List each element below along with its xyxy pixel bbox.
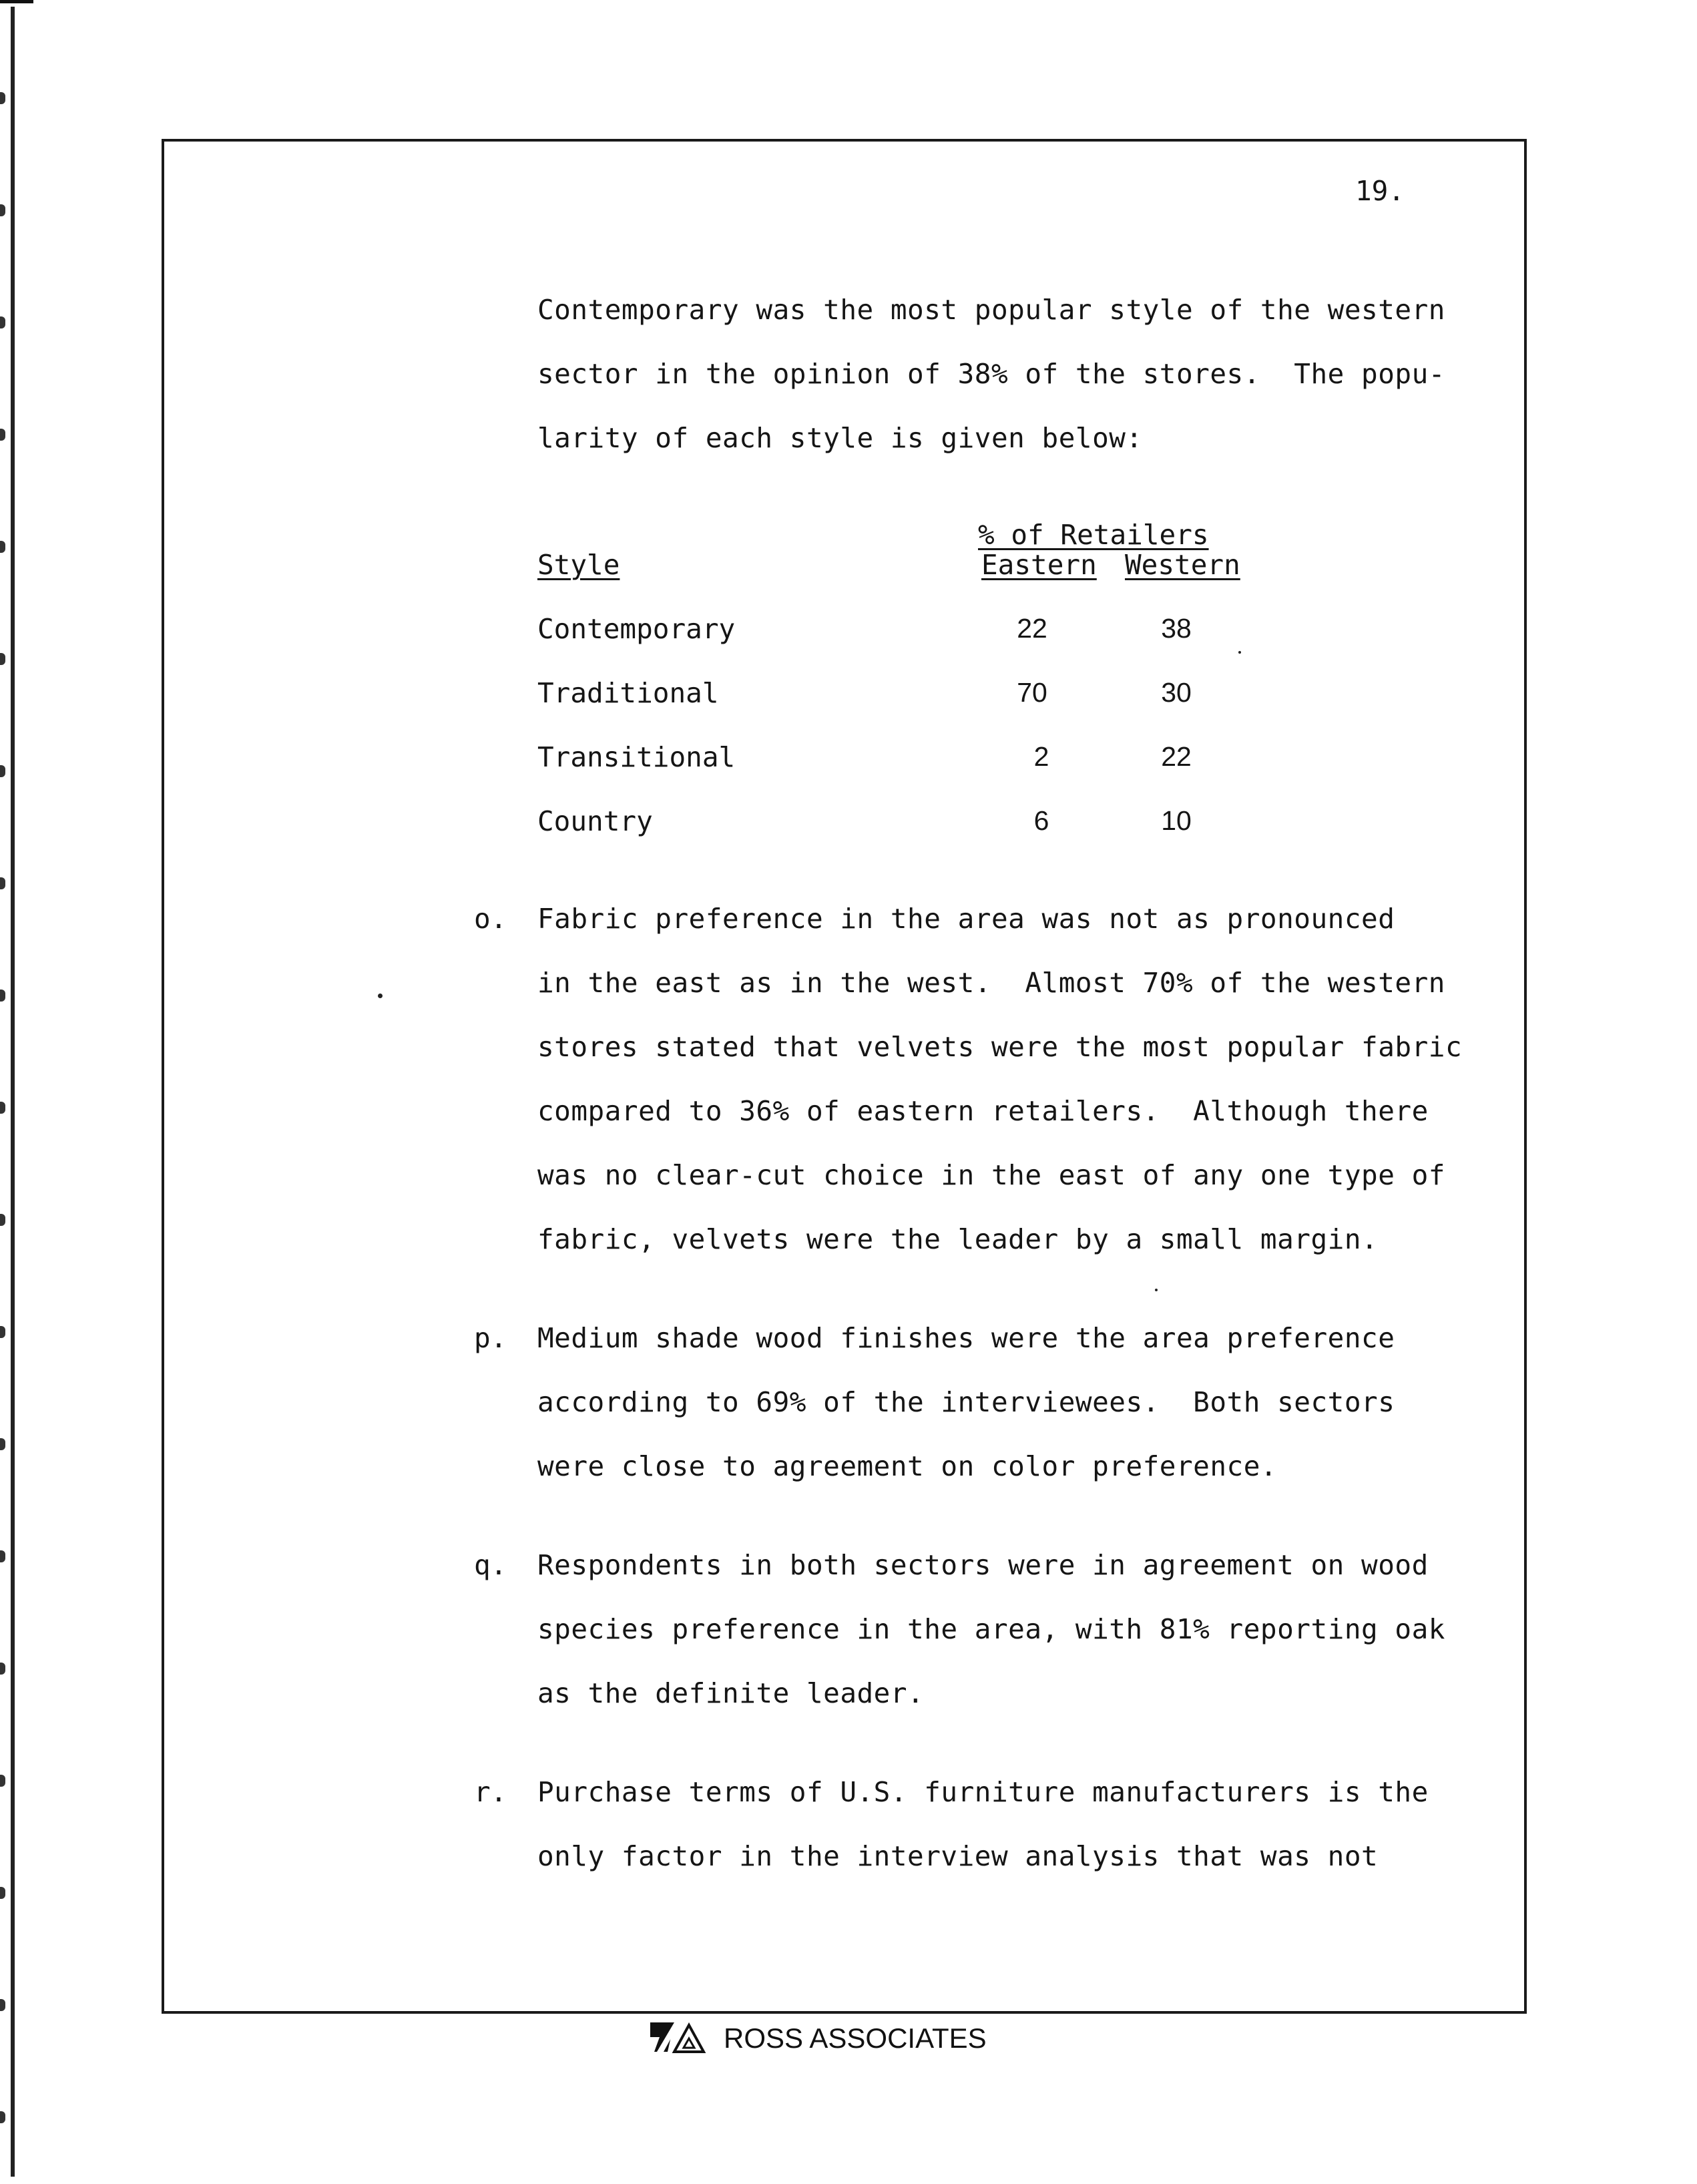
item-marker: q. xyxy=(474,1549,507,1581)
item-line: fabric, velvets were the leader by a small margin. xyxy=(537,1223,1379,1255)
binding-hole xyxy=(0,1438,5,1450)
item-line: Medium shade wood finishes were the area preference xyxy=(537,1322,1395,1354)
item-line: only factor in the interview analysis that was not xyxy=(537,1840,1379,1872)
item-line: were close to agreement on color preference. xyxy=(537,1450,1278,1482)
item-line: was no clear-cut choice in the east of any one type of xyxy=(537,1159,1445,1191)
table-cell-style: Contemporary xyxy=(537,613,736,645)
column-header-eastern: Eastern xyxy=(981,549,1097,581)
footer-company-name: ROSS ASSOCIATES xyxy=(724,2022,987,2054)
item-marker: r. xyxy=(474,1776,507,1808)
binding-hole xyxy=(0,653,5,665)
binding-hole xyxy=(0,765,5,777)
footer xyxy=(648,2015,987,2062)
group-header-retailers: % of Retailers xyxy=(978,519,1209,551)
intro-line: Contemporary was the most popular style of the western xyxy=(537,294,1445,326)
binding-spine xyxy=(11,7,15,2177)
scan-speck xyxy=(1238,651,1241,654)
page-border xyxy=(162,139,1527,2014)
binding-hole xyxy=(0,990,5,1002)
item-line: stores stated that velvets were the most popular fabric xyxy=(537,1031,1463,1063)
binding-hole xyxy=(0,877,5,889)
binding-hole xyxy=(0,1887,5,1899)
table-cell-western: 22 xyxy=(1161,741,1192,772)
binding-hole xyxy=(0,2111,5,2123)
table-cell-eastern: 70 xyxy=(1017,677,1047,708)
table-cell-western: 38 xyxy=(1161,613,1192,644)
item-marker: p. xyxy=(474,1322,507,1354)
binding-hole xyxy=(0,429,5,441)
binding-top-line xyxy=(0,0,33,3)
binding-hole xyxy=(0,92,5,104)
column-header-style: Style xyxy=(537,549,620,581)
table-cell-western: 30 xyxy=(1161,677,1192,708)
item-line: according to 69% of the interviewees. Both sectors xyxy=(537,1386,1395,1418)
intro-line: larity of each style is given below: xyxy=(537,422,1143,454)
item-line: Purchase terms of U.S. furniture manufacturers is the xyxy=(537,1776,1429,1808)
binding-hole xyxy=(0,1102,5,1114)
table-cell-style: Traditional xyxy=(537,677,719,709)
table-cell-style: Country xyxy=(537,805,653,837)
binding-hole xyxy=(0,316,5,329)
ross-associates-logo-icon xyxy=(648,2018,714,2058)
item-line: Fabric preference in the area was not as pronounced xyxy=(537,903,1395,935)
binding-hole xyxy=(0,1326,5,1338)
intro-line: sector in the opinion of 38% of the stores. The popu- xyxy=(537,358,1445,390)
binding-hole xyxy=(0,204,5,216)
table-cell-eastern: 22 xyxy=(1017,613,1047,644)
table-cell-western: 10 xyxy=(1161,805,1192,836)
item-line: Respondents in both sectors were in agreement on wood xyxy=(537,1549,1429,1581)
binding-hole xyxy=(0,1999,5,2011)
table-cell-eastern: 6 xyxy=(1033,805,1049,836)
item-line: in the east as in the west. Almost 70% of the western xyxy=(537,967,1445,999)
binding-hole xyxy=(0,541,5,553)
binding-hole xyxy=(0,1663,5,1675)
item-marker: o. xyxy=(474,903,507,935)
page-number: 19. xyxy=(1355,175,1405,207)
item-line: as the definite leader. xyxy=(537,1677,925,1709)
item-line: species preference in the area, with 81% reporting oak xyxy=(537,1613,1445,1645)
item-line: compared to 36% of eastern retailers. Although there xyxy=(537,1095,1429,1127)
binding-hole xyxy=(0,1775,5,1787)
scan-speck xyxy=(378,994,383,998)
binding-edge xyxy=(0,0,24,2184)
binding-hole xyxy=(0,1550,5,1562)
binding-hole xyxy=(0,1214,5,1226)
scan-speck xyxy=(1155,1289,1158,1291)
table-cell-eastern: 2 xyxy=(1033,741,1049,772)
table-cell-style: Transitional xyxy=(537,741,736,773)
column-header-western: Western xyxy=(1125,549,1240,581)
